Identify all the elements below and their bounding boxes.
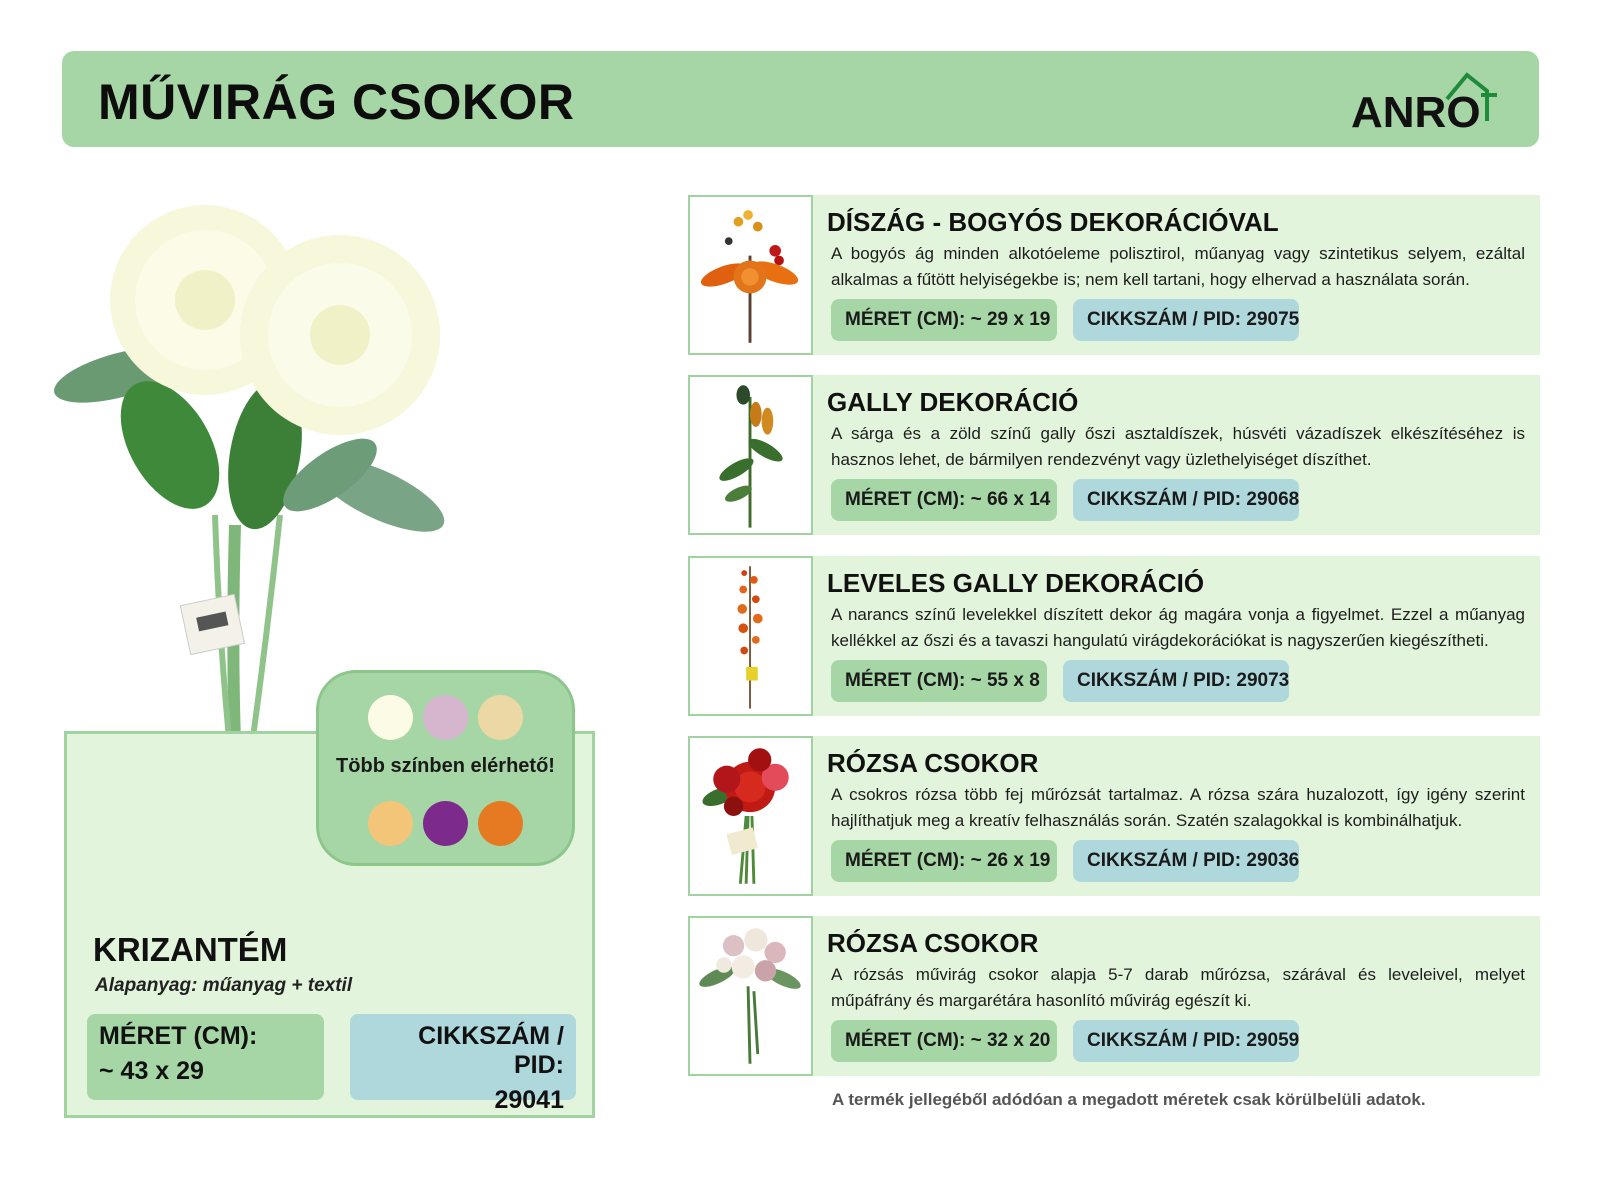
house-logo-icon — [1349, 65, 1509, 135]
header-banner — [62, 51, 1539, 147]
logo-text: ANRO — [1351, 88, 1481, 135]
product-row — [688, 375, 1540, 535]
size-badge: MÉRET (CM): ~ 66 x 14 — [831, 479, 1057, 521]
anro-logo — [1349, 65, 1509, 135]
product-thumbnail — [688, 916, 813, 1076]
size-badge: MÉRET (CM): ~ 29 x 19 — [831, 299, 1057, 341]
product-description: A sárga és a zöld színű gally őszi asztaldíszek, húsvéti vázadíszek elkészítéséhez is hasznos lehet, de bármilyen rendezvényt vagy üzlethelyiséget díszíthet. — [831, 424, 1525, 469]
color-options-text: Több színben elérhető! — [336, 755, 555, 777]
color-options-panel — [316, 670, 575, 866]
product-title: RÓZSA CSOKOR — [827, 748, 1039, 778]
featured-product-name: KRIZANTÉM — [93, 931, 288, 968]
size-badge: MÉRET (CM): ~ 32 x 20 — [831, 1020, 1057, 1062]
product-info-panel — [813, 736, 1540, 896]
featured-pid-value: 29041 — [494, 1086, 564, 1114]
pid-badge: CIKKSZÁM / PID: 29059 — [1073, 1020, 1299, 1062]
color-swatch — [478, 695, 523, 740]
product-title: GALLY DEKORÁCIÓ — [827, 387, 1079, 417]
featured-pid-badge — [350, 1014, 576, 1114]
footnote: A termék jellegéből adódóan a megadott méretek csak körülbelüli adatok. — [832, 1090, 1426, 1109]
pid-badge: CIKKSZÁM / PID: 29075 — [1073, 299, 1299, 341]
product-thumbnail — [688, 556, 813, 716]
pid-badge: CIKKSZÁM / PID: 29068 — [1073, 479, 1299, 521]
featured-size-label: MÉRET (CM): — [99, 1022, 258, 1050]
color-swatch — [423, 801, 468, 846]
product-info-panel — [813, 375, 1540, 535]
featured-product-material: Alapanyag: műanyag + textil — [95, 975, 353, 996]
color-swatch — [478, 801, 523, 846]
product-row — [688, 556, 1540, 716]
product-row — [688, 195, 1540, 355]
product-thumbnail — [688, 736, 813, 896]
product-description: A narancs színű levelekkel díszített dekor ág magára vonja a figyelmet. Ezzel a műanyag kellékkel az őszi és a tavaszi hangulatú virágdekorációkat is nagyszerűen kiegészítheti. — [831, 605, 1525, 650]
color-swatch — [368, 801, 413, 846]
product-description: A bogyós ág minden alkotóeleme polisztirol, műanyag vagy szintetikus selyem, ezáltal alkalmas a fűtött helyiségekbe is; nem kell tartani, hogy elhervad a használata során. — [831, 244, 1525, 289]
product-thumbnail — [688, 375, 813, 535]
product-title: RÓZSA CSOKOR — [827, 928, 1039, 958]
product-title: DÍSZÁG - BOGYÓS DEKORÁCIÓVAL — [827, 207, 1279, 237]
pid-badge: CIKKSZÁM / PID: 29036 — [1073, 840, 1299, 882]
product-thumbnail — [688, 195, 813, 355]
color-swatch-row-top — [319, 695, 572, 740]
color-swatch — [423, 695, 468, 740]
featured-size-value: ~ 43 x 29 — [99, 1057, 204, 1085]
color-swatch — [368, 695, 413, 740]
product-description: A rózsás művirág csokor alapja 5-7 darab műrózsa, szárával és leveleivel, melyet műpáfrány és margarétára hasonlító művirág egészít ki. — [831, 965, 1525, 1010]
product-info-panel — [813, 195, 1540, 355]
product-info-panel — [813, 556, 1540, 716]
product-row — [688, 736, 1540, 896]
product-info-panel — [813, 916, 1540, 1076]
size-badge: MÉRET (CM): ~ 55 x 8 — [831, 660, 1047, 702]
pid-badge: CIKKSZÁM / PID: 29073 — [1063, 660, 1289, 702]
featured-size-badge — [87, 1014, 324, 1100]
product-description: A csokros rózsa több fej műrózsát tartalmaz. A rózsa szára huzalozott, így igény szerint hajlíthatjuk meg a kreatív felhasználás során. Szatén szalagokkal is kombinálhatjuk. — [831, 785, 1525, 830]
page-title: MŰVIRÁG CSOKOR — [98, 74, 575, 130]
product-title: LEVELES GALLY DEKORÁCIÓ — [827, 568, 1205, 598]
product-row — [688, 916, 1540, 1076]
color-swatch-row-bottom — [319, 801, 572, 846]
featured-pid-label: CIKKSZÁM / PID: — [418, 1022, 564, 1079]
size-badge: MÉRET (CM): ~ 26 x 19 — [831, 840, 1057, 882]
